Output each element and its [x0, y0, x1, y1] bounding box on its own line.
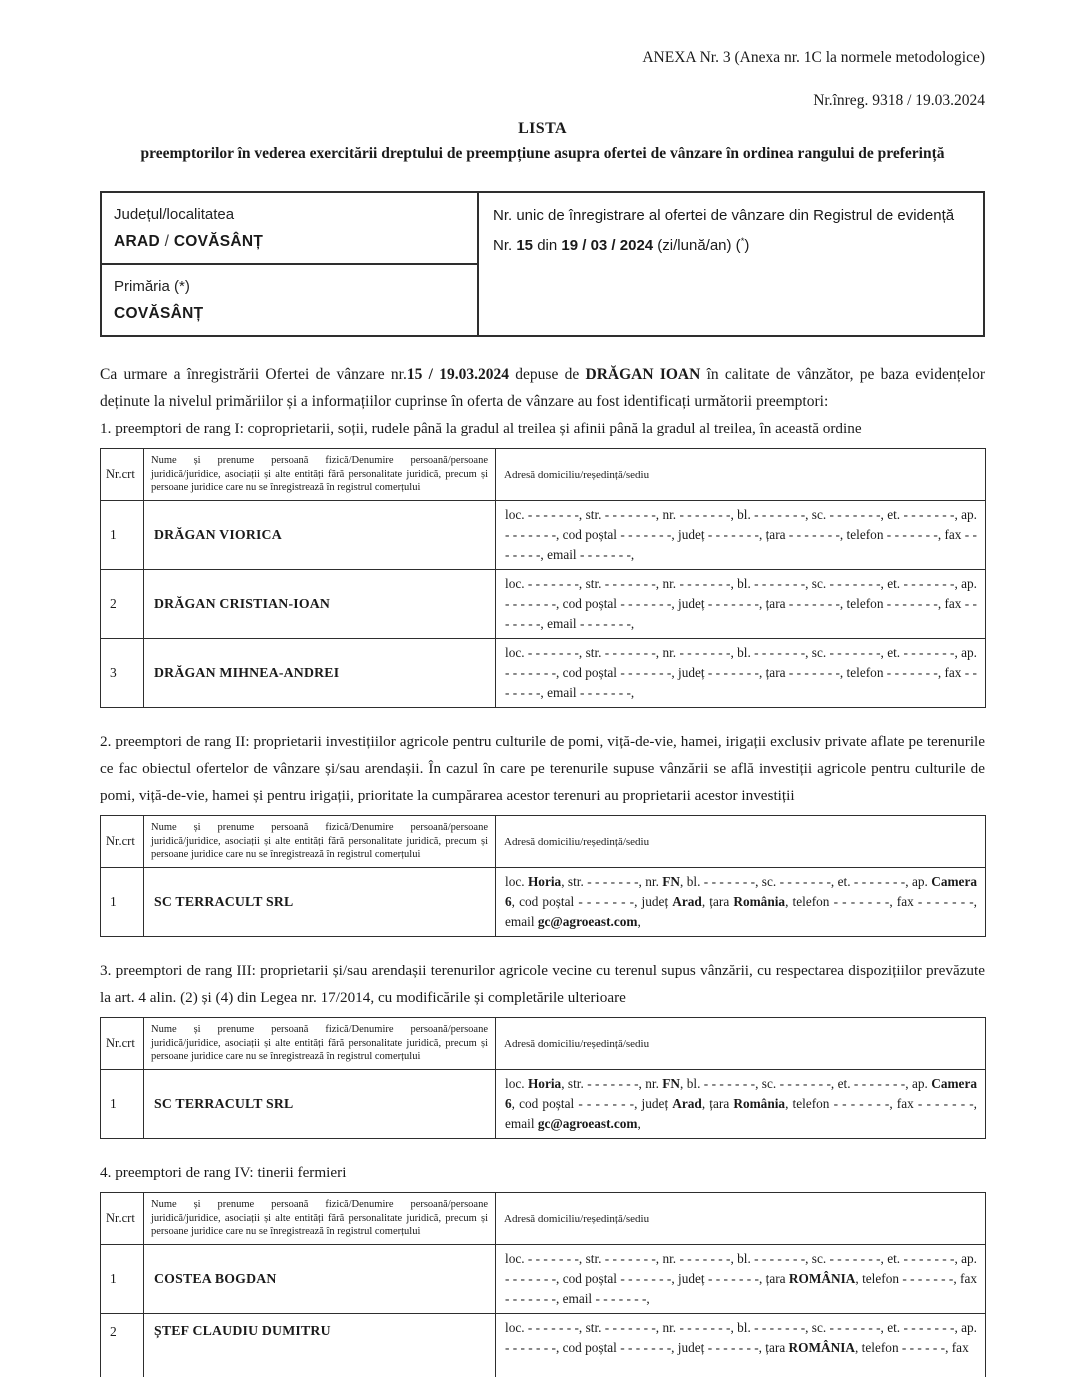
offer-registration-text: Nr. unic de înregistrare al ofertei de vânzare din Registrul de evidență — [493, 207, 955, 224]
col-header-nr: Nr.crt — [101, 1018, 144, 1070]
section-3-heading: 3. preemptori de rang III: proprietarii și/sau arendașii terenurilor agricole vecine cu terenul supus vânzării, cu respectarea dispozițiilor prevăzute la art. 4 alin. (2) și (4) din Legea nr. 17/2014, cu modificările și completările ulterioare — [100, 962, 985, 1006]
preemptor-name: DRĂGAN MIHNEA-ANDREI — [144, 639, 496, 708]
row-number: 1 — [101, 501, 144, 570]
col-header-name: Nume și prenume persoană fizică/Denumire persoană/persoane juridică/juridice, asociații și alte entități fără personalitate juridică, precum și persoane juridice care nu se înregistrează în registrul comerțului — [144, 1193, 496, 1245]
cityhall-label: Primăria (*) — [114, 278, 190, 295]
rank-4-header-row — [101, 1193, 986, 1245]
col-header-address: Adresă domiciliu/reședință/sediu — [496, 1193, 986, 1245]
table-row — [101, 501, 986, 570]
rank-2-table — [100, 815, 986, 937]
rank-1-table — [100, 448, 986, 708]
section-2-heading: 2. preemptori de rang II: proprietarii investițiilor agricole pentru culturile de pomi, viță-de-vie, hamei, irigații exclusiv private aflate pe terenurile ce fac obiectul ofertelor de vânzare și/sau arendașii. În cazul în care pe terenurile supuse vânzării se află investiții agricole pentru culturile de pomi, viță-de-vie, hamei și pentru irigații, prioritate la cumpărarea acestor terenuri au proprietarii acestor investiții — [100, 733, 985, 804]
preemptor-address: loc. - - - - - - -, str. - - - - - - -, nr. - - - - - - -, bl. - - - - - - -, sc. - - - - - - -, et. - - - - - - -, ap. - - - - - - -, cod poștal - - - - - - -, județ - - - - - - -, țara - - - - - - -, telefon - - - - - - -, fax - - - - - - -, email - - - - - - -, — [496, 501, 986, 570]
rank-3-table — [100, 1017, 986, 1139]
preemptor-address: loc. Horia, str. - - - - - - -, nr. FN, bl. - - - - - - -, sc. - - - - - - -, et. - - - - - - -, ap. Camera 6, cod poștal - - - - - - -, județ Arad, țara România, telefon - - - - - - -, fax - - - - - - -, email gc@agroeast.com, — [496, 1070, 986, 1139]
table-row-truncated — [101, 1314, 986, 1378]
col-header-address: Adresă domiciliu/reședință/sediu — [496, 1018, 986, 1070]
preemptor-address: loc. Horia, str. - - - - - - -, nr. FN, bl. - - - - - - -, sc. - - - - - - -, et. - - - - - - -, ap. Camera 6, cod poștal - - - - - - -, județ Arad, țara România, telefon - - - - - - -, fax - - - - - - -, email gc@agroeast.com, — [496, 868, 986, 937]
preemptor-name: COSTEA BOGDAN — [144, 1245, 496, 1314]
row-number: 2 — [101, 1314, 144, 1378]
row-number: 1 — [101, 1245, 144, 1314]
rank-2-header-row — [101, 816, 986, 868]
preemptor-name: ȘTEF CLAUDIU DUMITRU — [144, 1314, 496, 1378]
section-4-heading: 4. preemptori de rang IV: tinerii fermieri — [100, 1164, 347, 1181]
preemptor-address: loc. - - - - - - -, str. - - - - - - -, nr. - - - - - - -, bl. - - - - - - -, sc. - - - - - - -, et. - - - - - - -, ap. - - - - - - -, cod poștal - - - - - - -, județ - - - - - - -, țara ROMÂNIA, telefon - - - - - -, fax — [496, 1314, 986, 1378]
intro-paragraph: Ca urmare a înregistrării Ofertei de vânzare nr.15 / 19.03.2024 depuse de DRĂGAN IOAN în calitate de vânzător, pe baza evidențelor deținute la nivelul primăriilor și a informațiilor cuprinse în oferta de vânzare au fost identificați următorii preemptori: — [100, 366, 986, 410]
document-title: LISTA — [518, 120, 567, 137]
col-header-address: Adresă domiciliu/reședință/sediu — [496, 449, 986, 501]
row-number: 2 — [101, 570, 144, 639]
preemptor-name: DRĂGAN VIORICA — [144, 501, 496, 570]
col-header-name: Nume și prenume persoană fizică/Denumire persoană/persoane juridică/juridice, asociații și alte entități fără personalitate juridică, precum și persoane juridice care nu se înregistrează în registrul comerțului — [144, 816, 496, 868]
preemptor-name: SC TERRACULT SRL — [144, 868, 496, 937]
col-header-nr: Nr.crt — [101, 1193, 144, 1245]
document-subtitle: preemptorilor în vederea exercitării dreptului de preempțiune asupra ofertei de vânzare în ordinea rangului de preferință — [140, 145, 945, 162]
table-row — [101, 868, 986, 937]
row-number: 1 — [101, 868, 144, 937]
rank-4-table — [100, 1192, 986, 1377]
cityhall-value: COVĂSÂNȚ — [114, 305, 204, 322]
cityhall-cell — [101, 264, 478, 336]
preemptor-address: loc. - - - - - - -, str. - - - - - - -, nr. - - - - - - -, bl. - - - - - - -, sc. - - - - - - -, et. - - - - - - -, ap. - - - - - - -, cod poștal - - - - - - -, județ - - - - - - -, țara - - - - - - -, telefon - - - - - - -, fax - - - - - - -, email - - - - - - -, — [496, 570, 986, 639]
table-row — [101, 639, 986, 708]
col-header-address: Adresă domiciliu/reședință/sediu — [496, 816, 986, 868]
row-number: 1 — [101, 1070, 144, 1139]
offer-registration-number: Nr. 15 din 19 / 03 / 2024 (zi/lună/an) (*) — [493, 236, 750, 254]
preemptor-address: loc. - - - - - - -, str. - - - - - - -, nr. - - - - - - -, bl. - - - - - - -, sc. - - - - - - -, et. - - - - - - -, ap. - - - - - - -, cod poștal - - - - - - -, județ - - - - - - -, țara ROMÂNIA, telefon - - - - - - -, fax - - - - - - -, email - - - - - - -, — [496, 1245, 986, 1314]
preemptor-name: DRĂGAN CRISTIAN-IOAN — [144, 570, 496, 639]
table-row — [101, 570, 986, 639]
registration-entry-number: Nr.înreg. 9318 / 19.03.2024 — [813, 92, 985, 109]
county-label: Județul/localitatea — [114, 206, 235, 223]
rank-3-header-row — [101, 1018, 986, 1070]
preemptor-name: SC TERRACULT SRL — [144, 1070, 496, 1139]
county-row — [101, 192, 984, 264]
annex-reference: ANEXA Nr. 3 (Anexa nr. 1C la normele metodologice) — [642, 49, 985, 66]
preemptor-address: loc. - - - - - - -, str. - - - - - - -, nr. - - - - - - -, bl. - - - - - - -, sc. - - - - - - -, et. - - - - - - -, ap. - - - - - - -, cod poștal - - - - - - -, județ - - - - - - -, țara - - - - - - -, telefon - - - - - - -, fax - - - - - - -, email - - - - - - -, — [496, 639, 986, 708]
table-row — [101, 1245, 986, 1314]
registration-info-table — [100, 191, 985, 337]
county-cell — [101, 192, 478, 264]
table-row — [101, 1070, 986, 1139]
col-header-nr: Nr.crt — [101, 449, 144, 501]
section-1-heading: 1. preemptori de rang I: coproprietarii, soții, rudele până la gradul al treilea și afinii până la gradul al treilea, în această ordine — [100, 420, 862, 437]
offer-registration-cell — [478, 192, 984, 336]
col-header-name: Nume și prenume persoană fizică/Denumire persoană/persoane juridică/juridice, asociații și alte entități fără personalitate juridică, precum și persoane juridice care nu se înregistrează în registrul comerțului — [144, 1018, 496, 1070]
col-header-nr: Nr.crt — [101, 816, 144, 868]
col-header-name: Nume și prenume persoană fizică/Denumire persoană/persoane juridică/juridice, asociații și alte entități fără personalitate juridică, precum și persoane juridice care nu se înregistrează în registrul comerțului — [144, 449, 496, 501]
rank-1-header-row — [101, 449, 986, 501]
county-value: ARAD / COVĂSÂNȚ — [114, 233, 264, 250]
row-number: 3 — [101, 639, 144, 708]
